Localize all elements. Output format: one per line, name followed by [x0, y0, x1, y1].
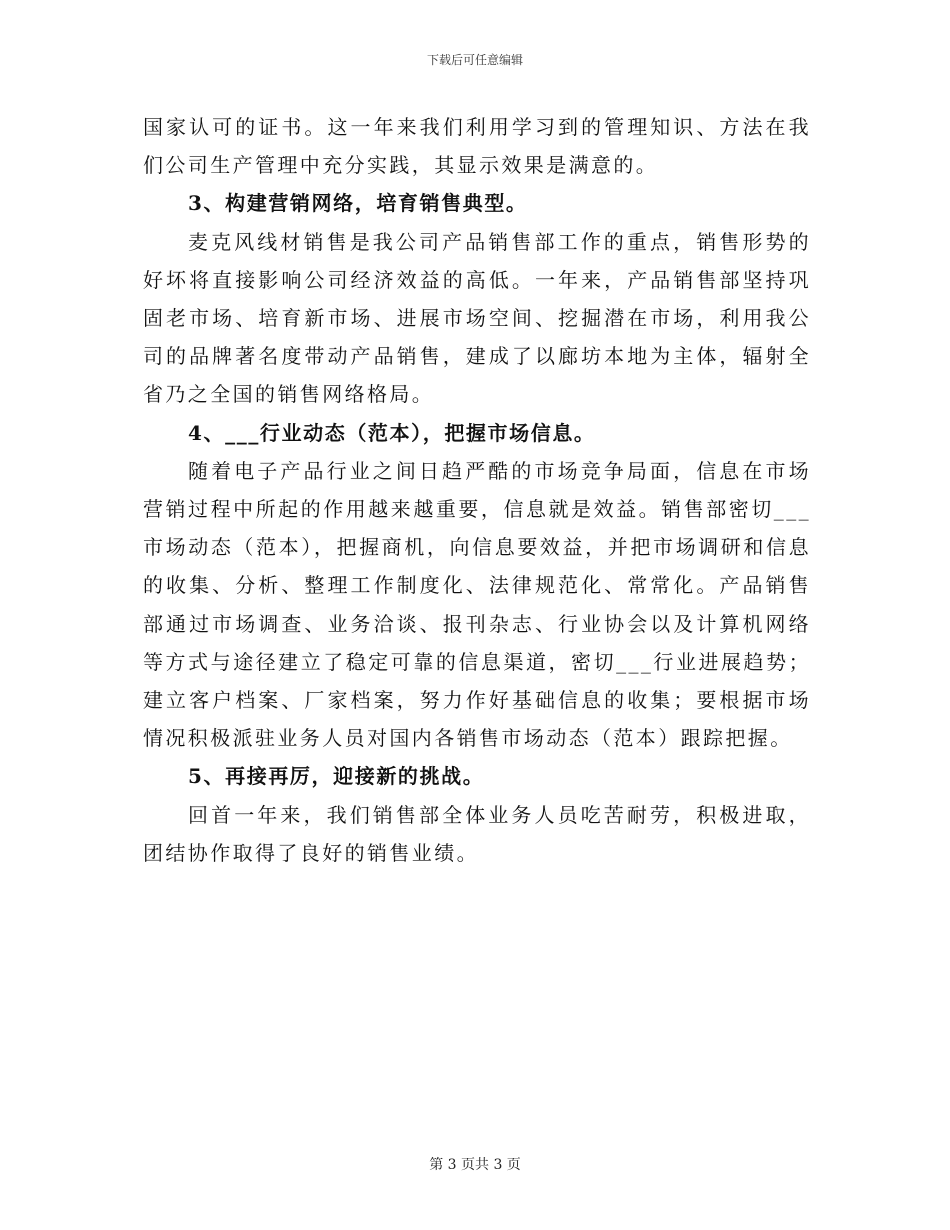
section-heading-4: 4、___行业动态（范本），把握市场信息。: [188, 420, 596, 445]
paragraph-summary: 回首一年来，我们销售部全体业务人员吃苦耐劳，积极进取，团结协作取得了良好的销售业绩。: [143, 802, 811, 865]
paragraph-continuation: 国家认可的证书。这一年来我们利用学习到的管理知识、方法在我们公司生产管理中充分实践，其显示效果是满意的。: [143, 115, 811, 178]
section-heading-5: 5、再接再厉，迎接新的挑战。: [188, 764, 485, 789]
paragraph-market-info: 随着电子产品行业之间日趋严酷的市场竞争局面，信息在市场营销过程中所起的作用越来越重要，信息就是效益。销售部密切___市场动态（范本），把握商机，向信息要效益，并把市场调研和信息的收集、分析、整理工作制度化、法律规范化、常常化。产品销售部通过市场调查、业务洽谈、报刊杂志、行业协会以及计算机网络等方式与途径建立了稳定可靠的信息渠道，密切___行业进展趋势；建立客户档案、厂家档案，努力作好基础信息的收集；要根据市场情况积极派驻业务人员对国内各销售市场动态（范本）跟踪把握。: [143, 458, 811, 751]
page-number: 第 3 页共 3 页: [429, 1157, 521, 1173]
paragraph-sales-network: 麦克风线材销售是我公司产品销售部工作的重点，销售形势的好坏将直接影响公司经济效益的高低。一年来，产品销售部坚持巩固老市场、培育新市场、进展市场空间、挖掘潜在市场，利用我公司的品牌著名度带动产品销售，建成了以廊坊本地为主体，辐射全省乃之全国的销售网络格局。: [143, 229, 811, 407]
document-body: [143, 108, 811, 872]
section-heading-3: 3、构建营销网络，培育销售典型。: [188, 191, 528, 216]
page-header-note: 下载后可任意编辑: [426, 53, 523, 67]
